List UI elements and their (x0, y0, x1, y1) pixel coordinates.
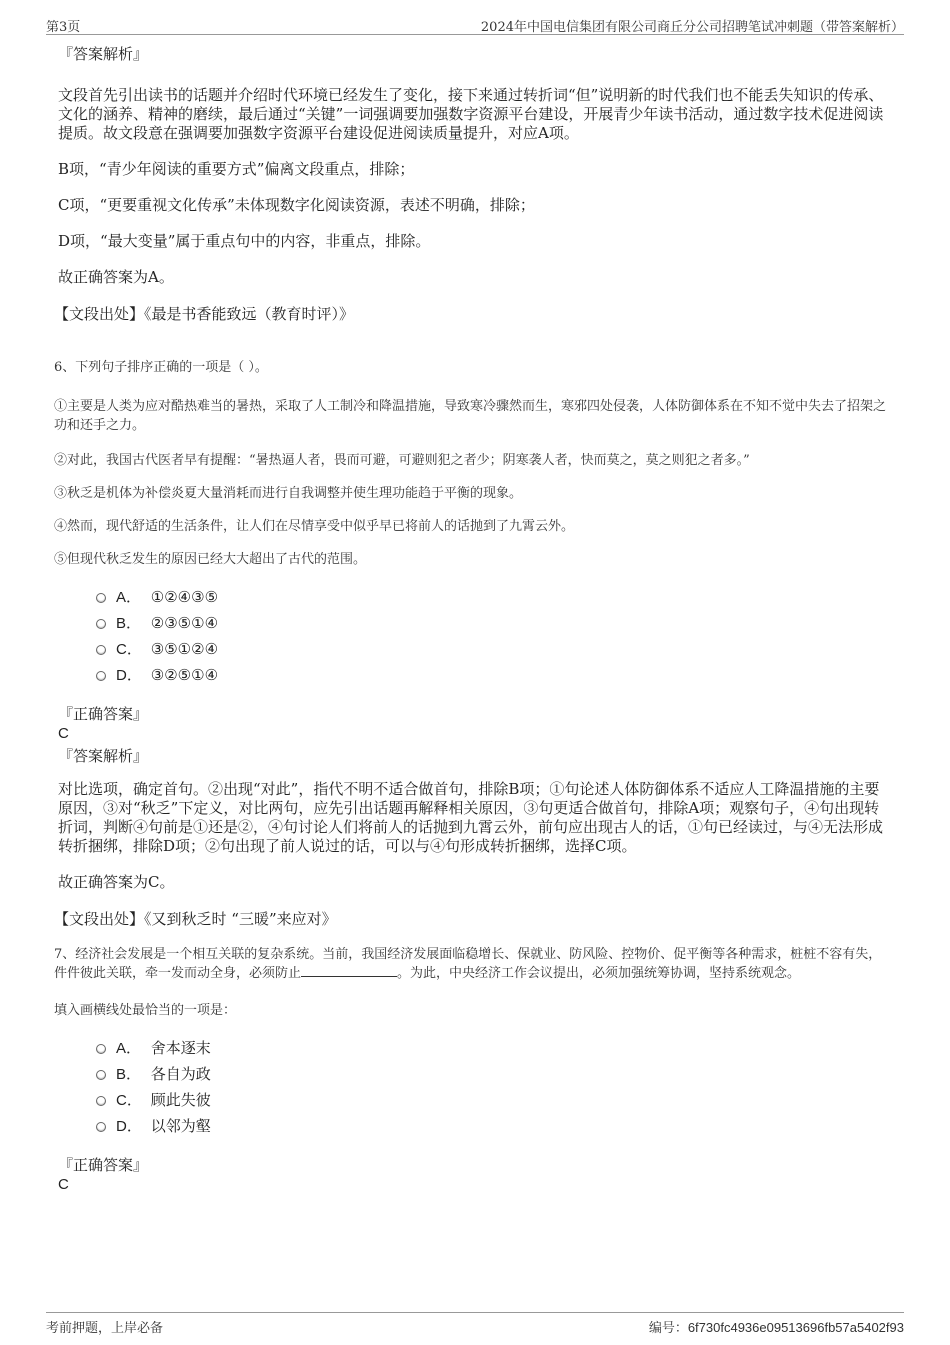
option-text: 以邻为壑 (150, 1117, 211, 1135)
question-6-sentence-2: ②对此，我国古代医者早有提醒：“暑热逼人者，畏而可避，可避则犯之者少；阴寒袭人者，快而莫之，莫之则犯之者多。” (54, 453, 750, 468)
question-7-option-d[interactable] (96, 1113, 894, 1139)
option-text: ②③⑤①④ (150, 614, 219, 632)
option-letter: A． (116, 589, 142, 606)
radio-button-icon[interactable] (96, 1122, 106, 1132)
question-6-option-c[interactable] (96, 636, 894, 662)
option-text: 舍本逐末 (150, 1039, 211, 1057)
option-letter: A． (116, 1040, 142, 1057)
question-7-stem (54, 945, 894, 983)
analysis-option-b: B项，“青少年阅读的重要方式”偏离文段重点，排除； (58, 160, 415, 178)
option-letter: C． (116, 641, 142, 658)
passage-source: 【文段出处】《又到秋乏时 “三暖”来应对》 (54, 910, 337, 928)
analysis-label: 『答案解析』 (58, 747, 149, 765)
page-number: 第3页 (46, 20, 81, 35)
document-code: 编号：6f730fc4936e09513696fb57a5402f93 (648, 1320, 904, 1335)
correct-answer-label: 『正确答案』 (58, 705, 149, 723)
question-7-stem-after: 。为此，中央经济工作会议提出，必须加强统筹协调，坚持系统观念。 (397, 966, 801, 981)
radio-button-icon[interactable] (96, 593, 106, 603)
option-text: 各自为政 (150, 1065, 211, 1083)
option-text: 顾此失彼 (150, 1091, 211, 1109)
question-7-stem-before: 7、经济社会发展是一个相互关联的复杂系统。当前，我国经济发展面临稳增长、保就业、防风险、控物价、促平衡等各种需求，桩桩不容有失，件件彼此关联，牵一发而动全身，必须防止 (54, 947, 882, 981)
analysis-conclusion: 故正确答案为C。 (58, 873, 175, 891)
question-7-prompt: 填入画横线处最恰当的一项是： (54, 1003, 237, 1018)
analysis-conclusion: 故正确答案为A。 (58, 268, 174, 286)
radio-button-icon[interactable] (96, 619, 106, 629)
option-letter: B． (116, 615, 142, 632)
passage-source: 【文段出处】《最是书香能致远（教育时评）》 (54, 305, 355, 323)
question-6-sentence-3: ③秋乏是机体为补偿炎夏大量消耗而进行自我调整并使生理功能趋于平衡的现象。 (54, 486, 523, 501)
option-text: ③②⑤①④ (150, 666, 219, 684)
radio-button-icon[interactable] (96, 645, 106, 655)
question-6-options (96, 584, 894, 688)
question-7-option-c[interactable] (96, 1087, 894, 1113)
option-letter: C． (116, 1092, 142, 1109)
analysis-paragraph: 对比选项，确定首句。②出现“对此”，指代不明不适合做首句，排除B项；①句论述人体防御体系不适应人工降温措施的主要原因，③对“秋乏”下定义，对比两句，应先引出话题再解释相关原因，③句更适合做首句，排除A项；观察句子，④句出现转折词，判断④句前是①还是②，④句讨论人们将前人的话抛到九霄云外，前句应出现古人的话，①句已经读过，与④无法形成转折捆绑，排除D项；②句出现了前人说过的话，可以与④句形成转折捆绑，选择C项。 (58, 780, 884, 855)
document-title: 2024年中国电信集团有限公司商丘分公司招聘笔试冲刺题（带答案解析） (480, 20, 904, 35)
option-text: ①②④③⑤ (150, 588, 219, 606)
radio-button-icon[interactable] (96, 1096, 106, 1106)
question-7-option-b[interactable] (96, 1061, 894, 1087)
page-content (54, 44, 894, 1197)
question-6-stem: 6、下列句子排序正确的一项是（ ）。 (54, 360, 268, 375)
correct-answer-value: C (58, 1176, 69, 1193)
question-6-sentence-4: ④然而，现代舒适的生活条件，让人们在尽情享受中似乎早已将前人的话抛到了九霄云外。 (54, 519, 575, 534)
radio-button-icon[interactable] (96, 1044, 106, 1054)
question-7-option-a[interactable] (96, 1035, 894, 1061)
question-7-options (96, 1035, 894, 1139)
question-6-option-d[interactable] (96, 662, 894, 688)
footer-slogan: 考前押题，上岸必备 (46, 1321, 164, 1336)
radio-button-icon[interactable] (96, 1070, 106, 1080)
fill-in-blank (301, 964, 397, 977)
option-letter: D． (116, 667, 142, 684)
question-6-sentence-1: ①主要是人类为应对酷热难当的暑热，采取了人工制冷和降温措施，导致寒冷骤然而生，寒邪四处侵袭，人体防御体系在不知不觉中失去了招架之功和还手之力。 (54, 399, 887, 433)
page-header (46, 14, 904, 35)
correct-answer-label: 『正确答案』 (58, 1156, 149, 1174)
option-letter: D． (116, 1118, 142, 1135)
analysis-option-d: D项，“最大变量”属于重点句中的内容，非重点，排除。 (58, 232, 431, 250)
question-6-option-a[interactable] (96, 584, 894, 610)
question-6-option-b[interactable] (96, 610, 894, 636)
analysis-label: 『答案解析』 (58, 45, 149, 63)
radio-button-icon[interactable] (96, 671, 106, 681)
option-text: ③⑤①②④ (150, 640, 219, 658)
correct-answer-value: C (58, 725, 69, 742)
option-letter: B． (116, 1066, 142, 1083)
analysis-paragraph: 文段首先引出读书的话题并介绍时代环境已经发生了变化，接下来通过转折词“但”说明新的时代我们也不能丢失知识的传承、文化的涵养、精神的磨续，最后通过“关键”一词强调要加强数字资源平台建设，开展青少年读书活动，通过数字技术促进阅读提质。故文段意在强调要加强数字资源平台建设促进阅读质量提升，对应A项。 (58, 86, 884, 142)
page-footer (46, 1312, 904, 1337)
question-6-sentence-5: ⑤但现代秋乏发生的原因已经大大超出了古代的范围。 (54, 552, 367, 567)
analysis-option-c: C项，“更要重视文化传承”未体现数字化阅读资源，表述不明确，排除； (58, 196, 535, 214)
